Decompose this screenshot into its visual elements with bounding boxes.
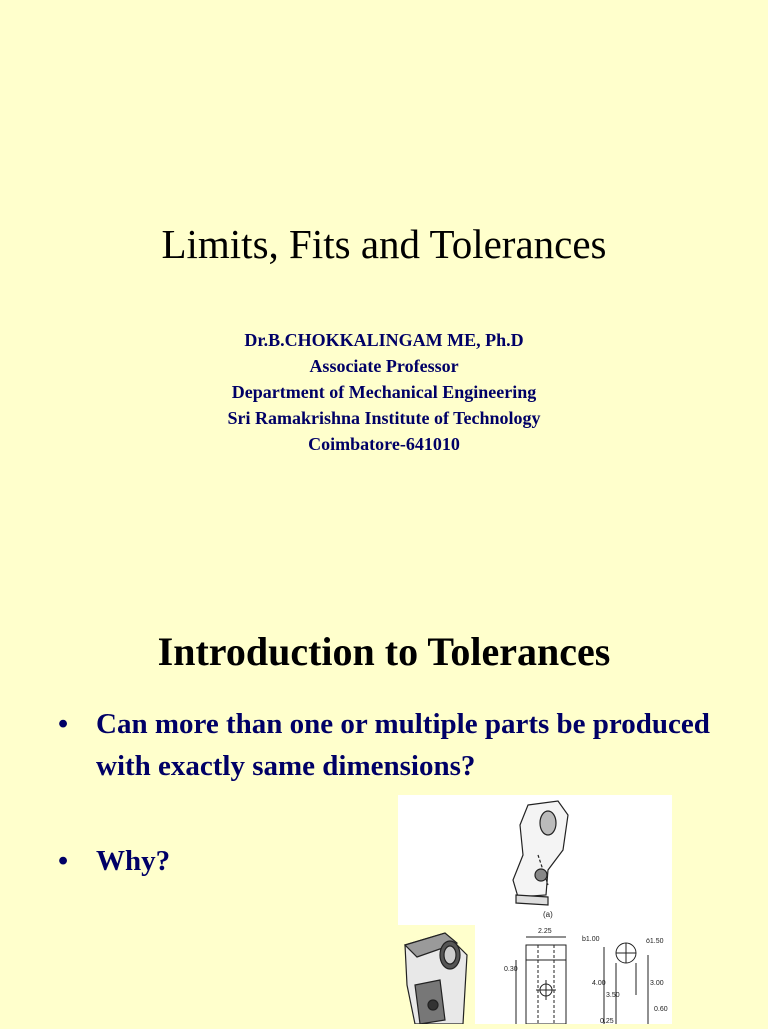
author-institute: Sri Ramakrishna Institute of Technology: [227, 408, 541, 428]
slide-title: Limits, Fits and Tolerances: [161, 221, 607, 267]
figure-caption: (a): [543, 910, 553, 919]
bullet-text: Why?: [96, 845, 171, 877]
dimension-label: 0.25: [600, 1018, 614, 1024]
author-position: Associate Professor: [309, 356, 459, 376]
dimension-label: 3.00: [650, 980, 664, 987]
block-illustration: [395, 925, 475, 1024]
author-department: Department of Mechanical Engineering: [231, 382, 537, 402]
author-block: [0, 327, 768, 457]
orthographic-views: [516, 937, 648, 1024]
bullet-dot-icon: •: [58, 845, 69, 877]
author-name: Dr.B.CHOKKALINGAM ME, Ph.D: [244, 330, 524, 350]
dimension-label: b1.00: [582, 936, 600, 943]
bullet-text: Can more than one or multiple parts be produced with exactly same dimensions?: [96, 708, 710, 782]
isometric-block-figure: [395, 925, 475, 1024]
content-slide: [0, 590, 768, 1024]
dimension-label: ö1.50: [646, 938, 664, 945]
bullet-dot-icon: •: [58, 708, 69, 740]
bullet-item: [58, 703, 718, 787]
dimension-label: 2.25: [538, 928, 552, 935]
slide-title: Introduction to Tolerances: [157, 629, 611, 674]
dimension-label: 0.60: [654, 1006, 668, 1013]
author-city: Coimbatore-641010: [308, 434, 460, 454]
isometric-bracket-drawing: [513, 801, 568, 905]
dimension-label: 4.00: [592, 980, 606, 987]
dimension-label: 3.50: [606, 992, 620, 999]
dimension-label: 0.30: [504, 966, 518, 973]
